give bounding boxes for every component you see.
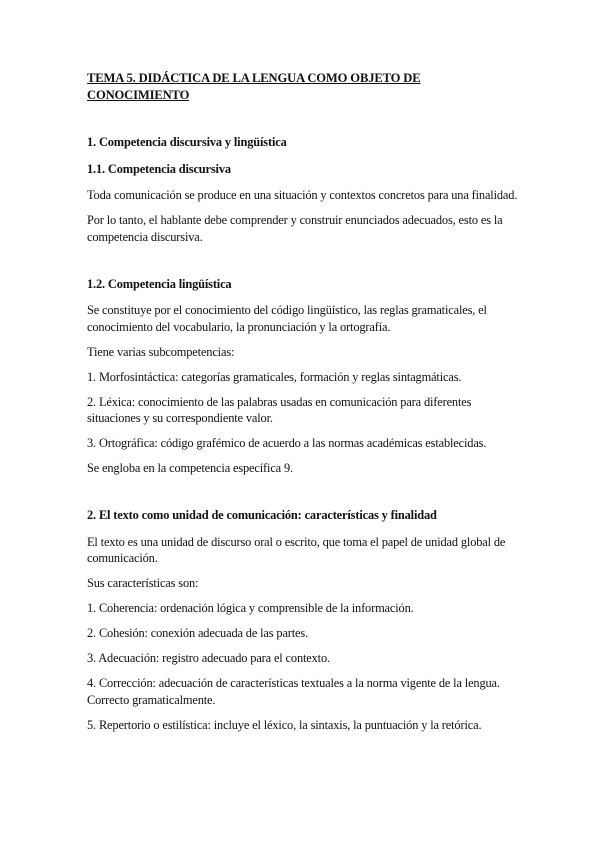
document-title-line-1: TEMA 5. DIDÁCTICA DE LA LENGUA COMO OBJETO DE: [87, 71, 421, 85]
subsection-1-2-heading: 1.2. Competencia lingüística: [87, 276, 232, 291]
spacer: [87, 485, 527, 507]
list-item: 2. Léxica: conocimiento de las palabras usadas en comunicación para diferentes situaciones y su correspondiente valor.: [87, 394, 472, 425]
spacer: [87, 254, 527, 276]
list-item: 4. Corrección: adecuación de características textuales a la norma vigente de la lengua. Correcto gramaticalmente.: [87, 676, 500, 707]
paragraph: Se constituye por el conocimiento del código lingüístico, las reglas gramaticales, el conocimiento del vocabulario, la pronunciación y la ortografía.: [87, 303, 487, 334]
list-item: 1. Morfosintáctica: categorías gramaticales, formación y reglas sintagmáticas.: [87, 369, 462, 384]
paragraph: Sus características son:: [87, 576, 199, 590]
list-item: 2. Cohesión: conexión adecuada de las partes.: [87, 626, 309, 640]
paragraph: Se engloba en la competencia específica 9.: [87, 461, 293, 475]
paragraph: El texto es una unidad de discurso oral o escrito, que toma el papel de unidad global de comunicación.: [87, 534, 506, 565]
list-item: 5. Repertorio o estilística: incluye el léxico, la sintaxis, la puntuación y la retórica.: [87, 717, 482, 732]
section-2-heading: 2. El texto como unidad de comunicación: características y finalidad: [87, 508, 437, 522]
section-1-heading: 1. Competencia discursiva y lingüística: [87, 135, 287, 149]
document-title: [87, 70, 527, 103]
document-title-line-2: CONOCIMIENTO: [87, 87, 190, 102]
paragraph: Tiene varias subcompetencias:: [87, 344, 235, 359]
subsection-1-1-heading: 1.1. Competencia discursiva: [87, 161, 231, 176]
page-content: [87, 70, 527, 742]
paragraph: Toda comunicación se produce en una situación y contextos concretos para una finalidad.: [87, 188, 518, 202]
list-item: 3. Ortográfica: código grafémico de acuerdo a las normas académicas establecidas.: [87, 436, 487, 450]
list-item: 1. Coherencia: ordenación lógica y comprensible de la información.: [87, 601, 414, 615]
list-item: 3. Adecuación: registro adecuado para el contexto.: [87, 651, 330, 665]
paragraph: Por lo tanto, el hablante debe comprender y construir enunciados adecuados, esto es la competencia discursiva.: [87, 213, 503, 244]
